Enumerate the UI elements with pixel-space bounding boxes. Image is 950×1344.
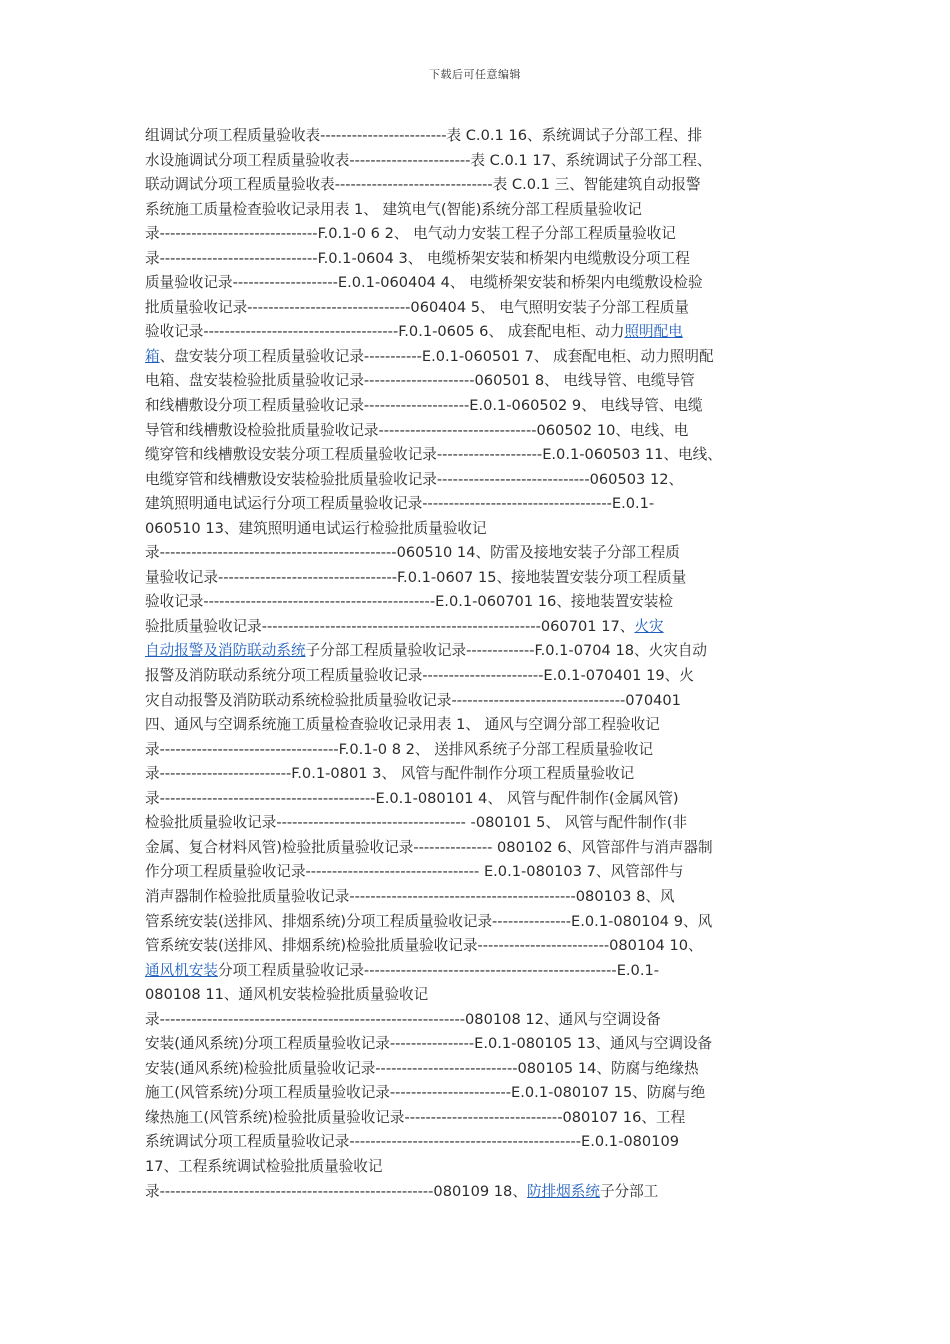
text-line — [145, 394, 815, 419]
text-segment: 电箱、盘安装检验批质量验收记录---------------------060501 8、 电线导管、电缆导管 — [145, 372, 695, 390]
text-line — [145, 639, 815, 664]
text-line — [145, 738, 815, 763]
text-line — [145, 959, 815, 984]
text-segment: 系统施工质量检查验收记录用表 1、 建筑电气(智能)系统分部工程质量验收记 — [145, 200, 642, 218]
text-segment: 录-------------------------F.0.1-0801 3、 风管与配件制作分项工程质量验收记 — [145, 765, 635, 783]
inline-link[interactable]: 箱 — [145, 347, 160, 365]
inline-link[interactable]: 通风机安装 — [145, 961, 218, 979]
text-line — [145, 124, 815, 149]
text-segment: 施工(风管系统)分项工程质量验收记录-----------------------E.0.1-080107 15、防腐与绝 — [145, 1084, 706, 1102]
text-segment: 子分部工 — [599, 1182, 659, 1200]
text-segment: 安装(通风系统)检验批质量验收记录---------------------------080105 14、防腐与绝缘热 — [145, 1059, 699, 1077]
inline-link[interactable]: 自动报警及消防联动系统 — [145, 642, 306, 660]
inline-link[interactable]: 照明配电 — [624, 323, 683, 341]
text-line — [145, 222, 815, 247]
text-line — [145, 369, 815, 394]
text-segment: 子分部工程质量验收记录-------------F.0.1-0704 18、火灾自动 — [305, 642, 708, 660]
text-line — [145, 468, 815, 493]
text-line — [145, 149, 815, 174]
text-line — [145, 983, 815, 1008]
text-line — [145, 198, 815, 223]
text-segment: 水设施调试分项工程质量验收表-----------------------表 C.0.1 17、系统调试子分部工程、 — [145, 151, 712, 169]
text-segment: 录------------------------------F.0.1-0 6 2、 电气动力安装工程子分部工程质量验收记 — [145, 225, 676, 243]
text-line — [145, 689, 815, 714]
text-segment: 报警及消防联动系统分项工程质量验收记录-----------------------E.0.1-070401 19、火 — [145, 667, 694, 685]
document-body — [145, 124, 815, 1204]
text-segment: 录------------------------------F.0.1-0604 3、 电缆桥架安装和桥架内电缆敷设分项工程 — [145, 249, 690, 267]
text-line — [145, 1130, 815, 1155]
text-segment: 四、通风与空调系统施工质量检查验收记录用表 1、 通风与空调分部工程验收记 — [145, 716, 660, 734]
text-segment: 量验收记录----------------------------------F.0.1-0607 15、接地装置安装分项工程质量 — [145, 568, 687, 586]
text-segment: 17、工程系统调试检验批质量验收记 — [145, 1157, 383, 1175]
text-segment: 和线槽敷设分项工程质量验收记录--------------------E.0.1-060502 9、 电线导管、电缆 — [145, 397, 703, 415]
text-segment: 消声器制作检验批质量验收记录-------------------------------------------080103 8、风 — [145, 887, 675, 905]
text-line — [145, 811, 815, 836]
text-segment: 缘热施工(风管系统)检验批质量验收记录------------------------------080107 16、工程 — [145, 1108, 686, 1126]
text-line — [145, 713, 815, 738]
text-line — [145, 1180, 815, 1205]
text-segment: 批质量验收记录-------------------------------060404 5、 电气照明安装子分部工程质量 — [145, 298, 689, 316]
text-segment: 管系统安装(送排风、排烟系统)分项工程质量验收记录---------------E.0.1-080104 9、风 — [145, 912, 713, 930]
text-segment: 系统调试分项工程质量验收记录--------------------------------------------E.0.1-080109 — [145, 1133, 680, 1151]
text-line — [145, 566, 815, 591]
text-segment: 导管和线槽敷设检验批质量验收记录------------------------------060502 10、电线、电 — [145, 421, 689, 439]
text-line — [145, 320, 815, 345]
text-segment: 安装(通风系统)分项工程质量验收记录----------------E.0.1-080105 13、通风与空调设备 — [145, 1035, 713, 1053]
text-segment: 060510 13、建筑照明通电试运行检验批质量验收记 — [145, 519, 487, 537]
text-segment: 缆穿管和线槽敷设安装分项工程质量验收记录--------------------E.0.1-060503 11、电线、 — [145, 446, 722, 464]
text-segment: 灾自动报警及消防联动系统检验批质量验收记录---------------------------------070401 — [145, 691, 681, 709]
text-segment: 录----------------------------------------------------080109 18、 — [145, 1182, 527, 1200]
text-line — [145, 517, 815, 542]
text-line — [145, 247, 815, 272]
text-segment: 验收记录--------------------------------------------E.0.1-060701 16、接地装置安装检 — [145, 593, 674, 611]
text-line — [145, 836, 815, 861]
text-line — [145, 615, 815, 640]
text-segment: 080108 11、通风机安装检验批质量验收记 — [145, 986, 429, 1004]
text-line — [145, 885, 815, 910]
text-segment: 分项工程质量验收记录------------------------------------------------E.0.1- — [217, 961, 660, 979]
text-segment: 验收记录-------------------------------------F.0.1-0605 6、 成套配电柜、动力 — [145, 323, 625, 341]
text-segment: 录---------------------------------------------060510 14、防雷及接地安装子分部工程质 — [145, 544, 680, 562]
text-line — [145, 443, 815, 468]
page-header: 下载后可任意编辑 — [429, 68, 521, 81]
text-line — [145, 860, 815, 885]
text-line — [145, 492, 815, 517]
inline-link[interactable]: 防排烟系统 — [526, 1182, 600, 1200]
text-segment: 组调试分项工程质量验收表------------------------表 C.0.1 16、系统调试子分部工程、排 — [145, 127, 703, 144]
text-line — [145, 345, 815, 370]
text-segment: 管系统安装(送排风、排烟系统)检验批质量验收记录-------------------------080104 10、 — [145, 937, 703, 955]
text-segment: 作分项工程质量验收记录--------------------------------- E.0.1-080103 7、风管部件与 — [145, 863, 684, 881]
text-line — [145, 934, 815, 959]
text-line — [145, 1155, 815, 1180]
text-line — [145, 271, 815, 296]
text-line — [145, 1032, 815, 1057]
text-line — [145, 296, 815, 321]
text-line — [145, 173, 815, 198]
text-line — [145, 541, 815, 566]
text-segment: 、盘安装分项工程质量验收记录-----------E.0.1-060501 7、 成套配电柜、动力照明配 — [159, 347, 714, 365]
text-line — [145, 762, 815, 787]
text-segment: 录----------------------------------F.0.1-0 8 2、 送排风系统子分部工程质量验收记 — [145, 740, 654, 758]
text-line — [145, 419, 815, 444]
text-line — [145, 1008, 815, 1033]
text-line — [145, 910, 815, 935]
text-line — [145, 1106, 815, 1131]
text-line — [145, 664, 815, 689]
text-segment: 联动调试分项工程质量验收表------------------------------表 C.0.1 三、智能建筑自动报警 — [145, 176, 701, 194]
text-segment: 录-----------------------------------------E.0.1-080101 4、 风管与配件制作(金属风管) — [145, 789, 679, 807]
text-segment: 检验批质量验收记录------------------------------------ -080101 5、 风管与配件制作(非 — [145, 814, 688, 832]
text-segment: 质量验收记录--------------------E.0.1-060404 4、 电缆桥架安装和桥架内电缆敷设检验 — [145, 274, 703, 292]
text-segment: 建筑照明通电试运行分项工程质量验收记录------------------------------------E.0.1- — [145, 495, 655, 513]
inline-link[interactable]: 火灾 — [634, 617, 664, 635]
text-segment: 金属、复合材料风管)检验批质量验收记录--------------- 080102 6、风管部件与消声器制 — [145, 838, 713, 856]
text-line — [145, 787, 815, 812]
text-line — [145, 590, 815, 615]
text-segment: 验批质量验收记录-----------------------------------------------------060701 17、 — [145, 617, 635, 635]
text-segment: 电缆穿管和线槽敷设安装检验批质量验收记录-----------------------------060503 12、 — [145, 470, 684, 488]
text-segment: 录----------------------------------------------------------080108 12、通风与空调设备 — [145, 1010, 661, 1028]
text-line — [145, 1057, 815, 1082]
text-line — [145, 1081, 815, 1106]
